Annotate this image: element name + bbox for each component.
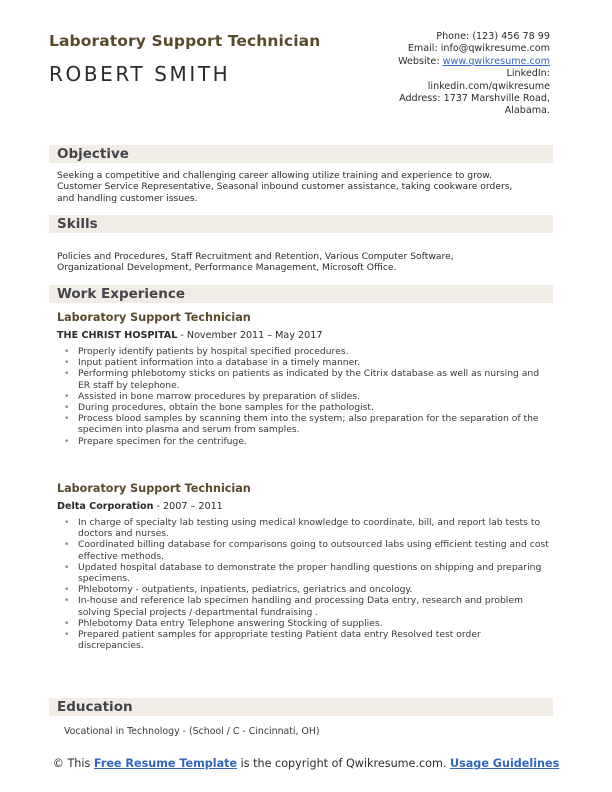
job-2-employer: Delta Corporation: [57, 501, 154, 512]
contact-website: [330, 56, 550, 68]
education-heading: Education: [49, 698, 553, 716]
job-2-title: Laboratory Support Technician: [57, 482, 251, 495]
footer-middle: is the copyright of Qwikresume.com.: [237, 757, 451, 770]
footer-prefix: © This: [52, 757, 94, 770]
linkedin-label: LinkedIn:: [506, 68, 550, 80]
usage-guidelines-link[interactable]: Usage Guidelines: [450, 757, 560, 770]
job-1-bullets: [57, 346, 549, 447]
experience-heading: Work Experience: [49, 285, 553, 303]
job-1-employer: THE CHRIST HOSPITAL: [57, 330, 178, 341]
job-2-meta: [57, 501, 223, 512]
list-item: • Prepared patient samples for appropriate testing Patient data entry Resolved test order discrepancies.: [57, 629, 549, 651]
list-item: • Prepare specimen for the centrifuge.: [57, 436, 549, 447]
website-label: Website:: [398, 55, 440, 67]
education-section: [49, 698, 553, 716]
free-resume-template-link[interactable]: Free Resume Template: [93, 757, 238, 770]
list-item: • Phlebotomy - outpatients, inpatients, pediatrics, geriatrics and oncology.: [57, 584, 549, 595]
list-item: • Performing phlebotomy sticks on patients as indicated by the Citrix database as well as nursing and ER staff by telephone.: [57, 368, 549, 390]
phone-value: (123) 456 78 99: [472, 31, 550, 42]
list-item: • Phlebotomy Data entry Telephone answering Stocking of supplies.: [57, 618, 549, 629]
contact-phone: [330, 31, 550, 43]
job-1-meta: [57, 330, 322, 341]
contact-email: [330, 43, 550, 55]
address-label: Address:: [399, 93, 441, 105]
contact-block: [330, 31, 550, 118]
job-title: Laboratory Support Technician: [49, 32, 321, 50]
email-value: info@qwikresume.com: [440, 43, 550, 55]
website-link[interactable]: www.qwikresume.com: [442, 55, 550, 67]
person-name: ROBERT SMITH: [49, 62, 231, 86]
linkedin-value: linkedin.com/qwikresume: [427, 80, 550, 92]
experience-section: [49, 285, 553, 303]
job-1-dates: - November 2011 – May 2017: [177, 330, 323, 341]
job-1-title: Laboratory Support Technician: [57, 311, 251, 324]
education-entry: Vocational in Technology - (School / C - Cincinnati, OH): [64, 726, 320, 737]
objective-heading: Objective: [49, 145, 553, 163]
list-item: • Coordinated billing database for comparisons going to outsourced labs using efficient testing and cost effective methods.: [57, 539, 549, 561]
objective-section: [49, 145, 553, 204]
list-item: • During procedures, obtain the bone samples for the pathologist.: [57, 402, 549, 413]
list-item: • Process blood samples by scanning them into the system; also preparation for the separation of the specimen into plasma and serum from samples.: [57, 413, 549, 435]
skills-heading: Skills: [49, 215, 553, 233]
contact-address: [330, 93, 550, 105]
list-item: • Updated hospital database to demonstrate the proper handling questions on shipping and preparing specimens.: [57, 562, 549, 584]
address-line-1: 1737 Marshville Road,: [443, 93, 550, 105]
phone-label: Phone:: [436, 31, 470, 42]
list-item: • In charge of specialty lab testing using medical knowledge to coordinate, bill, and report lab tests to doctors and nurses.: [57, 517, 549, 539]
address-line-2: Alabama.: [504, 105, 550, 117]
list-item: • In-house and reference lab specimen handling and processing Data entry, research and problem solving Special projects / departmental fundraising .: [57, 595, 549, 617]
list-item: • Properly identify patients by hospital specified procedures.: [57, 346, 549, 357]
job-2-dates: - 2007 – 2011: [153, 501, 223, 512]
objective-text: Seeking a competitive and challenging career allowing utilize training and experience to grow. Customer Service Representative, Seasonal inbound customer assistance, taking cookware orders, and handling customer issues.: [57, 170, 513, 204]
list-item: • Assisted in bone marrow procedures by preparation of slides.: [57, 391, 549, 402]
skills-text: Policies and Procedures, Staff Recruitment and Retention, Various Computer Software, Organizational Development, Performance Management, Microsoft Office.: [57, 251, 454, 274]
list-item: • Input patient information into a database in a timely manner.: [57, 357, 549, 368]
job-2-bullets: [57, 517, 549, 651]
skills-section: [49, 215, 553, 274]
copyright-footer: [40, 757, 572, 770]
email-label: Email:: [407, 43, 438, 55]
